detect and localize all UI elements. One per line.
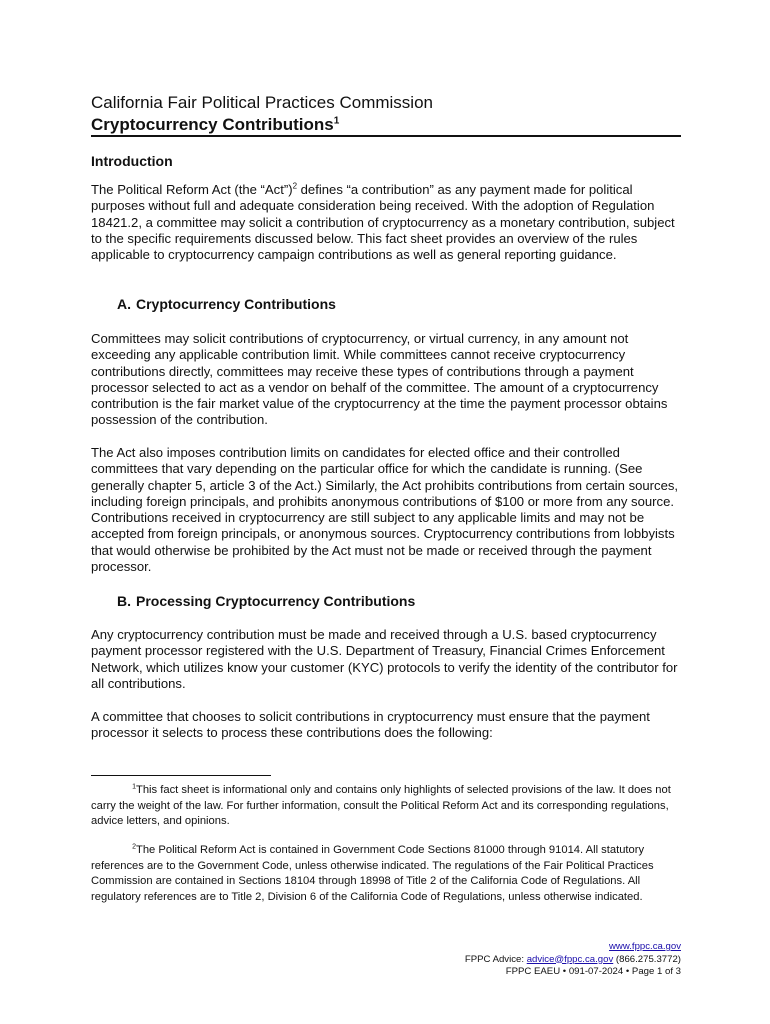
section-a-paragraph-2: The Act also imposes contribution limits on candidates for elected office and their controlled committees that vary depending on the particular office for which the candidate is running. (See generally chapter 5, article 3 of the Act.) Similarly, the Act prohibits contributions from certain sources, including foreign principals, and prohibits anonymous contributions of $100 or more from any source. Contributions received in cryptocurrency are still subject to any applicable limits and may not be accepted from foreign principals, or anonymous sources. Cryptocurrency contributions from lobbyists that would otherwise be prohibited by the Act must not be made or received through the payment processor. [91,445,679,575]
footnote-2-number: 2 [132,843,136,851]
section-b-paragraph-1: Any cryptocurrency contribution must be made and received through a U.S. based cryptocurrency payment processor registered with the U.S. Department of Treasury, Financial Crimes Enforcement Network, which utilizes know your customer (KYC) protocols to verify the identity of the contributor for all contributions. [91,627,678,691]
intro-text-rest: defines “a contribution” as any payment made for political purposes without full and adequate consideration being received. With the adoption of Regulation 18421.2, a committee may solicit a contribution of cryptocurrency as a monetary contribution, subject to the specific requirements discussed below. This fact sheet provides an overview of the rules applicable to cryptocurrency campaign contributions as well as general reporting guidance. [91,182,675,263]
page-footer [465,941,681,979]
section-b-paragraph-2: A committee that chooses to solicit contributions in cryptocurrency must ensure that the payment processor it selects to process these contributions does the following: [91,709,650,741]
section-b-title: Processing Cryptocurrency Contributions [136,593,416,609]
title-underline [91,135,681,137]
section-a-paragraph-1: Committees may solicit contributions of cryptocurrency, or virtual currency, in any amount not exceeding any applicable contribution limit. While committees cannot receive cryptocurrency contributions directly, committees may receive these types of contributions through a payment processor selected to act as a vendor on behalf of the committee. The amount of a cryptocurrency contribution is the fair market value of the cryptocurrency at the time the payment processor obtains possession of the contribution. [91,331,668,428]
footnote-2 [91,843,683,905]
intro-footnote-ref: 2 [292,181,298,191]
title-text: Cryptocurrency Contributions [91,115,334,134]
section-b-letter: B. [117,593,131,609]
section-a-title: Cryptocurrency Contributions [136,296,336,312]
introduction-paragraph [91,182,683,263]
advice-phone: (866.275.3772) [613,953,681,965]
page-title [91,115,339,135]
footnote-2-text: The Political Reform Act is contained in Government Code Sections 81000 through 91014. All statutory references are to the Government Code, unless otherwise indicated. The regulations of the Fair Political Practices Commission are contained in Sections 18104 through 18998 of Title 2 of the California Code of Regulations. All regulatory references are to Title 2, Division 6 of the California Code of Regulations, unless otherwise indicated. [91,844,654,903]
document-id-line: FPPC EAEU • 091-07-2024 • Page 1 of 3 [505,966,681,977]
advice-email-link[interactable]: advice@fppc.ca.gov [526,953,614,965]
introduction-heading: Introduction [91,153,173,169]
section-a-letter: A. [117,296,131,312]
footnote-divider [91,775,271,776]
website-link[interactable]: www.fppc.ca.gov [609,941,681,952]
section-a-heading [117,296,336,312]
organization-name: California Fair Political Practices Commission [91,93,433,112]
advice-label: FPPC Advice: [464,953,527,965]
footnote-1-text: This fact sheet is informational only and contains only highlights of selected provisions of the law. It does not carry the weight of the law. For further information, consult the Political Reform Act and its corresponding regulations, advice letters, and opinions. [91,784,671,828]
title-footnote-ref: 1 [333,115,340,127]
footnote-1-number: 1 [132,783,136,791]
section-b-heading [117,593,415,609]
intro-text-start: The Political Reform Act (the “Act”) [91,182,293,197]
footnote-1 [91,783,683,830]
